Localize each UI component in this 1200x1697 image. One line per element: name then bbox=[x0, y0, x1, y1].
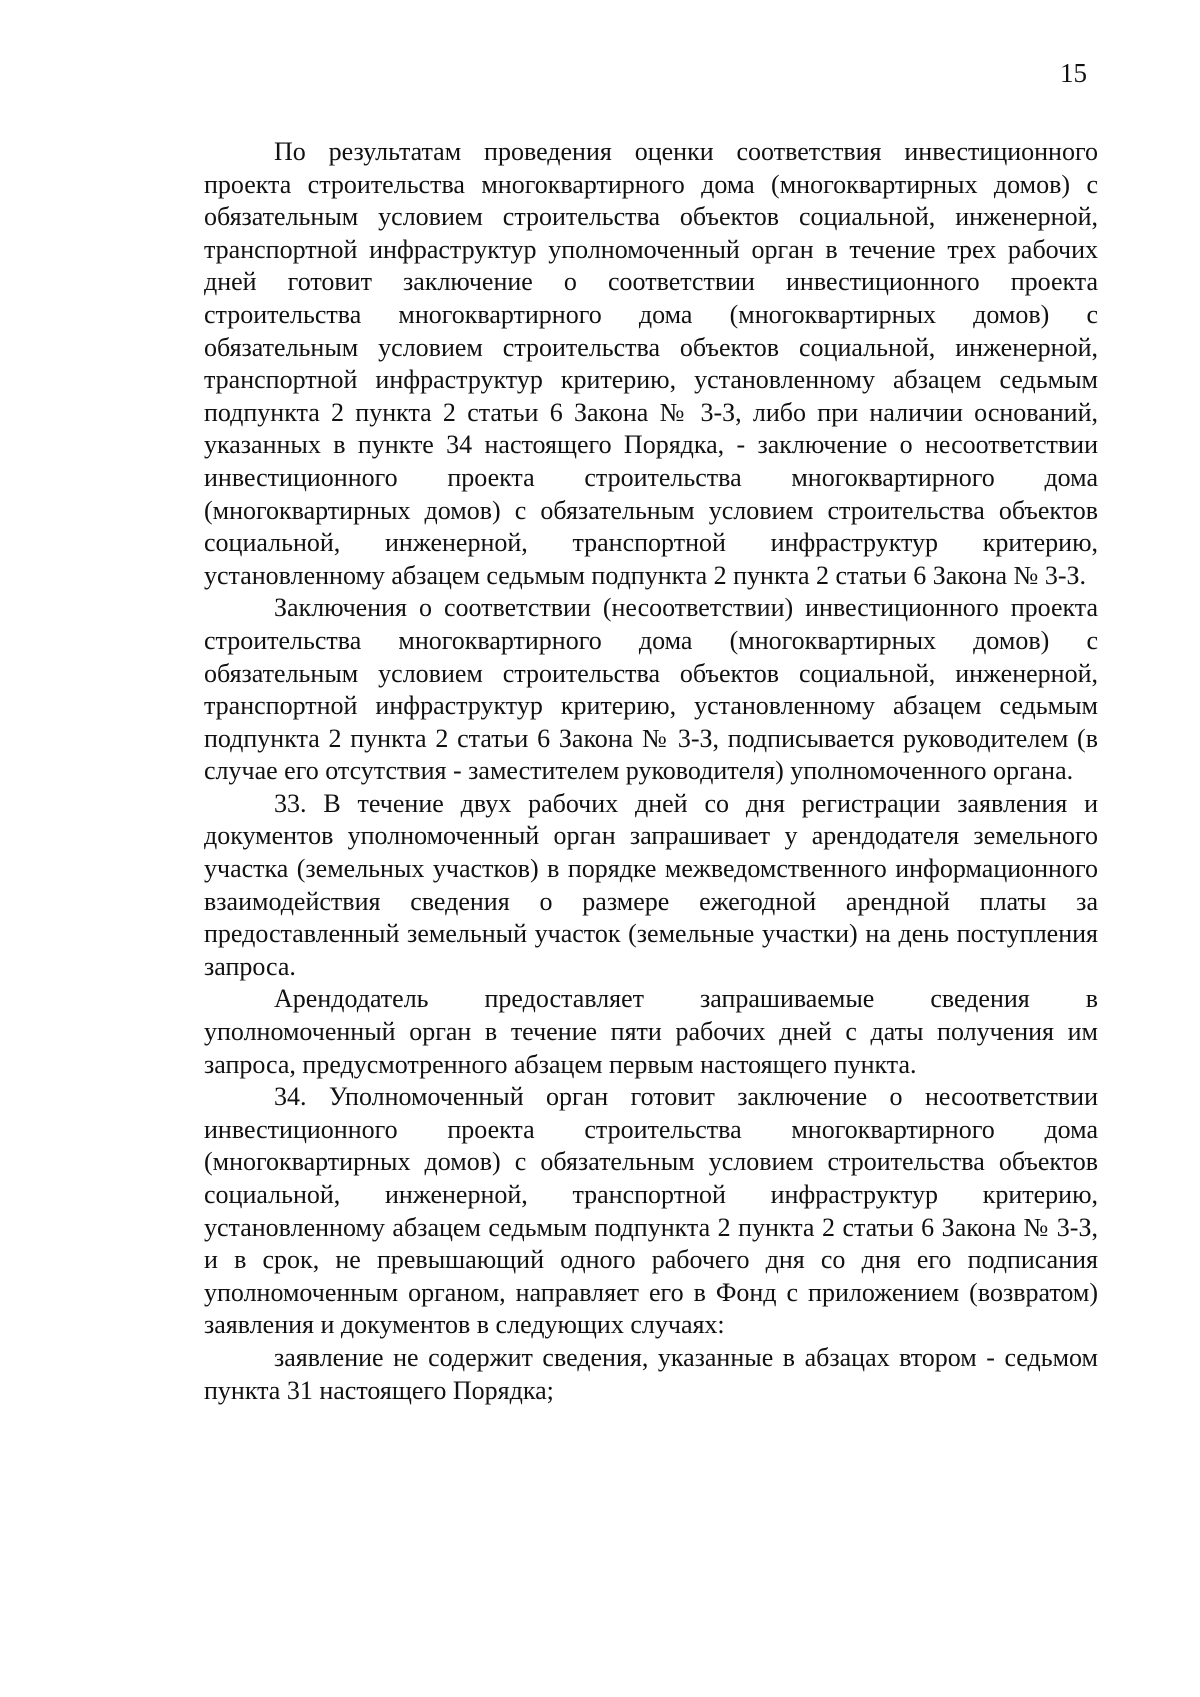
paragraph-lessor-information: Арендодатель предоставляет запрашиваемые сведения в уполномоченный орган в течение пяти рабочих дней с даты получения им запроса, предусмотренного абзацем первым настоящего пункта. bbox=[204, 984, 1098, 1079]
document-body bbox=[204, 136, 1098, 1407]
paragraph-assessment-results: По результатам проведения оценки соответствия инвестиционного проекта строительства многоквартирного дома (многоквартирных домов) с обязательным условием строительства объектов социальной, инженерной, транспортной инфраструктур уполномоченный орган в течение трех рабочих дней готовит заключение о соответствии инвестиционного проекта строительства многоквартирного дома (многоквартирных домов) с обязательным условием строительства объектов социальной, инженерной, транспортной инфраструктур критерию, установленному абзацем седьмым подпункта 2 пункта 2 статьи 6 Закона № 3-З, либо при наличии оснований, указанных в пункте 34 настоящего Порядка, - заключение о несоответствии инвестиционного проекта строительства многоквартирного дома (многоквартирных домов) с обязательным условием строительства объектов социальной, инженерной, транспортной инфраструктур критерию, установленному абзацем седьмым подпункта 2 пункта 2 статьи 6 Закона № 3-З. bbox=[204, 137, 1098, 590]
paragraph-conclusion-signing: Заключения о соответствии (несоответствии) инвестиционного проекта строительства многоквартирного дома (многоквартирных домов) с обязательным условием строительства объектов социальной, инженерной, транспортной инфраструктур критерию, установленному абзацем седьмым подпункта 2 пункта 2 статьи 6 Закона № 3-З, подписывается руководителем (в случае его отсутствия - заместителем руководителя) уполномоченного органа. bbox=[204, 593, 1098, 786]
paragraph-case-missing-info: заявление не содержит сведения, указанные в абзацах втором - седьмом пункта 31 настоящего Порядка; bbox=[204, 1342, 1098, 1405]
paragraph-item-34: 34. Уполномоченный орган готовит заключение о несоответствии инвестиционного проекта строительства многоквартирного дома (многоквартирных домов) с обязательным условием строительства объектов социальной, инженерной, транспортной инфраструктур критерию, установленному абзацем седьмым подпункта 2 пункта 2 статьи 6 Закона № 3-З, и в срок, не превышающий одного рабочего дня со дня его подписания уполномоченным органом, направляет его в Фонд с приложением (возвратом) заявления и документов в следующих случаях: bbox=[204, 1082, 1098, 1340]
page-number: 15 bbox=[1060, 58, 1087, 88]
paragraph-item-33: 33. В течение двух рабочих дней со дня регистрации заявления и документов уполномоченный орган запрашивает у арендодателя земельного участка (земельных участков) в порядке межведомственного информационного взаимодействия сведения о размере ежегодной арендной платы за предоставленный земельный участок (земельные участки) на день поступления запроса. bbox=[204, 788, 1098, 981]
